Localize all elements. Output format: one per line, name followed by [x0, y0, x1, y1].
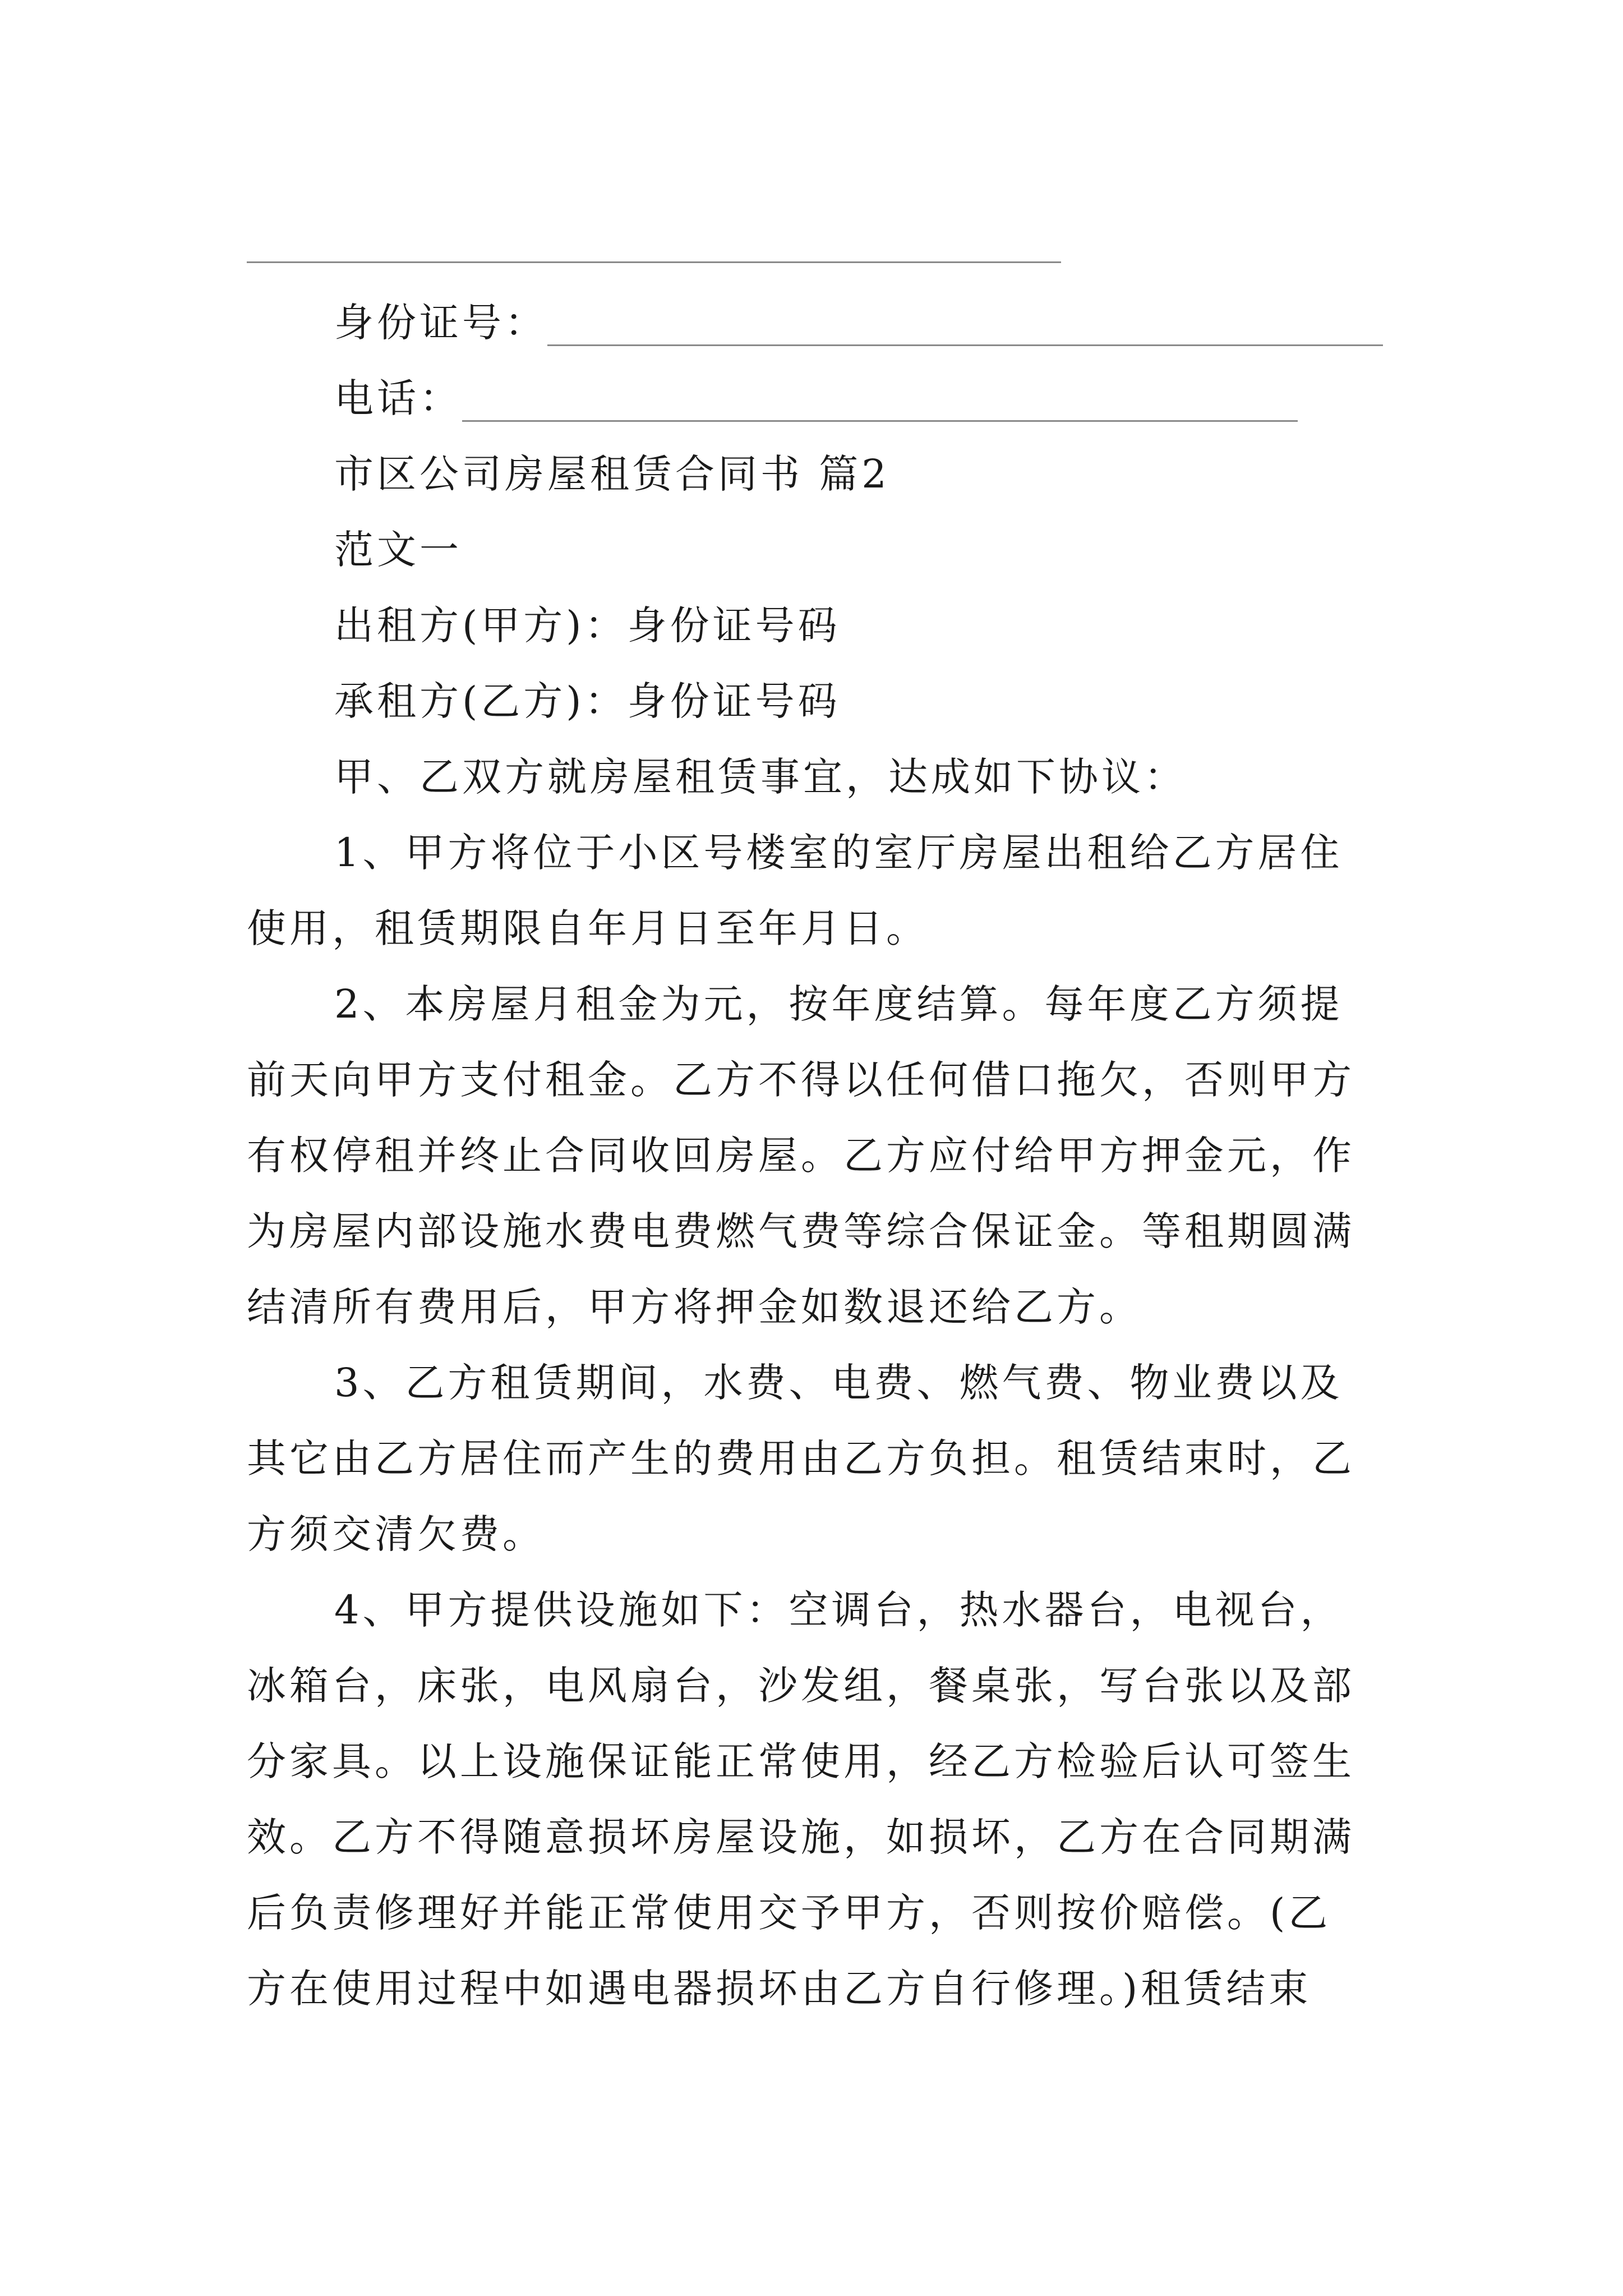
clause-2-line-4: 为房屋内部设施水费电费燃气费等综合保证金。等租期圆满: [247, 1208, 1355, 1254]
id-number-blank[interactable]: [547, 344, 1383, 346]
clause-4-line-4: 效。乙方不得随意损坏房屋设施，如损坏，乙方在合同期满: [247, 1814, 1355, 1860]
clause-4-line-2: 冰箱台，床张，电风扇台，沙发组，餐桌张，写台张以及部: [247, 1663, 1355, 1709]
clause-3-line-3: 方须交清欠费。: [247, 1511, 545, 1557]
sample-heading: 范文一: [334, 527, 462, 573]
clause-1-line-1: 1、甲方将位于小区号楼室的室厅房屋出租给乙方居住: [334, 830, 1343, 876]
clause-3-line-1: 3、乙方租赁期间，水费、电费、燃气费、物业费以及: [334, 1360, 1343, 1406]
clause-2-line-5: 结清所有费用后，甲方将押金如数退还给乙方。: [247, 1284, 1142, 1330]
clause-4-line-1: 4、甲方提供设施如下：空调台，热水器台，电视台，: [334, 1587, 1343, 1633]
phone-field: [334, 375, 1298, 422]
top-divider-line: [247, 261, 1061, 263]
phone-blank[interactable]: [462, 420, 1298, 422]
clause-2-line-1: 2、本房屋月租金为元，按年度结算。每年度乙方须提: [334, 981, 1343, 1027]
clause-1-line-2: 使用，租赁期限自年月日至年月日。: [247, 905, 929, 951]
clause-2-line-2: 前天向甲方支付租金。乙方不得以任何借口拖欠，否则甲方: [247, 1057, 1355, 1103]
clause-4-line-6: 方在使用过程中如遇电器损坏由乙方自行修理。)租赁结束: [247, 1966, 1312, 2012]
clause-4-line-5: 后负责修理好并能正常使用交予甲方，否则按价赔偿。(乙: [247, 1890, 1331, 1936]
lessee-line: 承租方(乙方)：身份证号码: [334, 678, 841, 724]
clause-3-line-2: 其它由乙方居住而产生的费用由乙方负担。租赁结束时，乙: [247, 1435, 1355, 1481]
id-number-field: [334, 300, 1383, 346]
section-title: 市区公司房屋租赁合同书 篇2: [334, 451, 890, 497]
phone-label: 电话：: [334, 375, 462, 421]
lessor-line: 出租方(甲方)：身份证号码: [334, 602, 841, 648]
clause-2-line-3: 有权停租并终止合同收回房屋。乙方应付给甲方押金元，作: [247, 1133, 1355, 1179]
clause-4-line-3: 分家具。以上设施保证能正常使用，经乙方检验后认可签生: [247, 1738, 1355, 1784]
intro-line: 甲、乙双方就房屋租赁事宜，达成如下协议：: [334, 754, 1187, 800]
id-number-label: 身份证号：: [334, 300, 547, 346]
